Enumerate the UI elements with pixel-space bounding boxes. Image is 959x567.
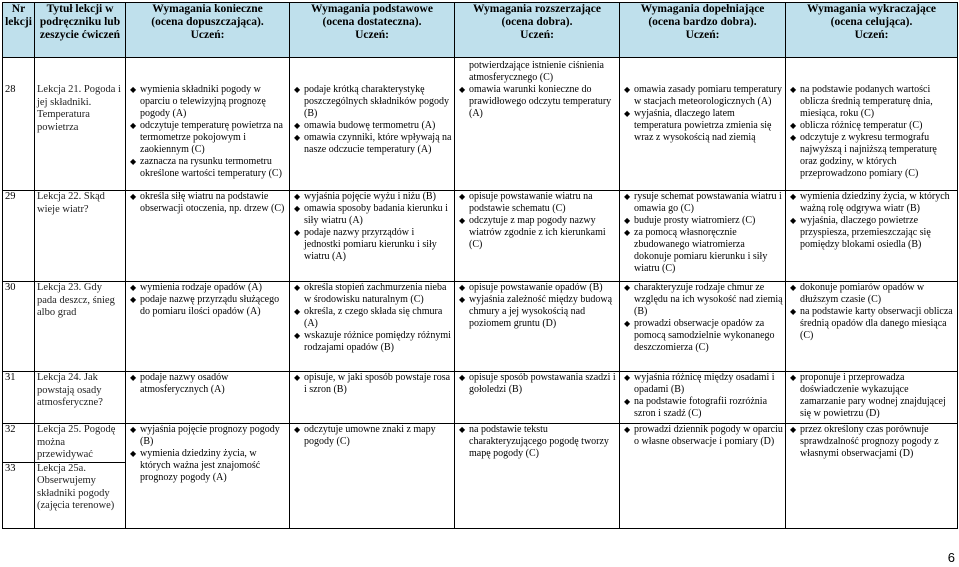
header-konieczne: Wymagania konieczne (ocena dopuszczająca). Uczeń: [126, 3, 290, 58]
bullet-icon: ◆ [459, 295, 466, 304]
lesson-number: 33 [3, 462, 35, 528]
list-item: ◆ określa, z czego składa się chmura (A) [294, 306, 443, 329]
bullet-icon: ◆ [459, 85, 466, 94]
bullet-icon: ◆ [294, 133, 301, 142]
requirements-dopelniajace [620, 191, 786, 282]
bullet-icon: ◆ [790, 192, 797, 201]
lesson-number: 31 [3, 372, 35, 424]
list-item: ◆ opisuje sposób powstawania szadzi i gołoledzi (B) [459, 372, 616, 395]
list-item: ◆ na podstawie podanych wartości oblicza średnią temperaturę dnia, miesiąca, roku (C) [790, 84, 933, 119]
requirements-wykraczajace [786, 58, 958, 191]
header-rozszerzajace: Wymagania rozszerzające (ocena dobra). Uczeń: [455, 3, 620, 58]
bullet-icon: ◆ [294, 192, 301, 201]
bullet-icon: ◆ [294, 228, 301, 237]
requirements-wykraczajace [786, 424, 958, 529]
list-item: ◆ wyjaśnia pojęcie wyżu i niżu (B) [294, 191, 436, 202]
list-item: ◆ wymienia składniki pogody w oparciu o telewizyjną prognozę pogody (A) [130, 84, 266, 119]
continued-text: potwierdzające istnienie ciśnienia atmosferycznego (C) [469, 60, 604, 83]
table-row [3, 282, 958, 372]
lesson-title: Lekcja 24. Jak powstają osady atmosferyczne? [35, 372, 126, 424]
requirements-konieczne [126, 58, 290, 191]
list-item: ◆ podaje nazwy przyrządów i jednostki pomiaru kierunku i siły wiatru (A) [294, 227, 437, 262]
requirements-rozszerzajace [455, 282, 620, 372]
page-number: 6 [947, 550, 955, 565]
requirements-rozszerzajace [455, 372, 620, 424]
list-item: ◆ opisuje, w jaki sposób powstaje rosa i szron (B) [294, 372, 451, 395]
bullet-icon: ◆ [294, 121, 301, 130]
list-item: ◆ proponuje i przeprowadza doświadczenie wykazujące zamarzanie pary wodnej znajdującej się w powietrzu (D) [790, 372, 946, 419]
list-item: ◆ podaje nazwy osadów atmosferycznych (A) [130, 372, 229, 395]
bullet-icon: ◆ [130, 85, 137, 94]
list-item: ◆ na podstawie tekstu charakteryzującego pogodę tworzy mapę pogody (C) [459, 424, 609, 459]
bullet-icon: ◆ [624, 397, 631, 406]
list-item: ◆ prowadzi dziennik pogody w oparciu o własne obserwacje i pomiary (D) [624, 424, 783, 447]
list-item: ◆ omawia sposoby badania kierunku i siły wiatru (A) [294, 203, 448, 226]
header-nr: Nr lekcji [3, 3, 35, 58]
bullet-icon: ◆ [130, 449, 137, 458]
list-item: ◆ odczytuje z map pogody nazwy wiatrów zgodnie z ich kierunkami (C) [459, 215, 606, 250]
bullet-icon: ◆ [624, 85, 631, 94]
header-wykraczajace: Wymagania wykraczające (ocena celująca). Uczeń: [786, 3, 958, 58]
list-item: ◆ wyjaśnia, dlaczego latem temperatura powietrza zmienia się wraz z wysokością nad ziemią [624, 108, 772, 143]
list-item: ◆ za pomocą własnoręcznie zbudowanego wiatromierza dokonuje pomiaru kierunku i siły wiatru (C) [624, 227, 768, 274]
list-item: ◆ podaje krótką charakterystykę poszczególnych składników pogody (B) [294, 84, 449, 119]
requirements-rozszerzajace [455, 58, 620, 191]
list-item: ◆ na podstawie karty obserwacji oblicza średnią opadów dla danego miesiąca (C) [790, 306, 953, 341]
lesson-title: Lekcja 25a. Obserwujemy składniki pogody (zajęcia terenowe) [35, 462, 126, 528]
requirements-konieczne [126, 282, 290, 372]
list-item: ◆ wskazuje różnice pomiędzy różnymi rodzajami opadów (B) [294, 330, 451, 353]
list-item: ◆ określa stopień zachmurzenia nieba w środowisku naturalnym (C) [294, 282, 447, 305]
requirements-wykraczajace [786, 372, 958, 424]
list-item: ◆ opisuje powstawanie wiatru na podstawie schematu (C) [459, 191, 593, 214]
bullet-icon: ◆ [294, 331, 301, 340]
bullet-icon: ◆ [459, 373, 466, 382]
bullet-icon: ◆ [459, 425, 466, 434]
requirements-dopelniajace [620, 58, 786, 191]
bullet-icon: ◆ [294, 425, 301, 434]
bullet-icon: ◆ [459, 283, 466, 292]
list-item: ◆ wyjaśnia zależność między budową chmury a jej wysokością nad poziomem gruntu (D) [459, 294, 613, 329]
bullet-icon: ◆ [294, 283, 301, 292]
bullet-icon: ◆ [790, 283, 797, 292]
list-item: ◆ wyjaśnia różnicę między osadami i opadami (B) [624, 372, 775, 395]
list-item: ◆ omawia warunki konieczne do prawidłowego odczytu temperatury (A) [459, 84, 612, 119]
bullet-icon: ◆ [459, 192, 466, 201]
lesson-title: Lekcja 25. Pogodę można przewidywać [35, 424, 126, 463]
requirements-konieczne [126, 424, 290, 529]
bullet-icon: ◆ [130, 121, 137, 130]
bullet-icon: ◆ [294, 307, 301, 316]
bullet-icon: ◆ [790, 373, 797, 382]
lesson-title: Lekcja 22. Skąd wieje wiatr? [35, 191, 126, 282]
bullet-icon: ◆ [624, 425, 631, 434]
list-item: ◆ omawia czynniki, które wpływają na nasze odczucie temperatury (A) [294, 132, 452, 155]
list-item: ◆ omawia zasady pomiaru temperatury w stacjach meteorologicznych (A) [624, 84, 782, 107]
list-item: ◆ określa siłę wiatru na podstawie obserwacji otoczenia, np. drzew (C) [130, 191, 285, 214]
bullet-icon: ◆ [790, 425, 797, 434]
requirements-podstawowe [290, 191, 455, 282]
list-item: ◆ zaznacza na rysunku termometru określone wartości temperatury (C) [130, 156, 282, 179]
requirements-dopelniajace [620, 282, 786, 372]
bullet-icon: ◆ [624, 192, 631, 201]
list-item: ◆ rysuje schemat powstawania wiatru i omawia go (C) [624, 191, 782, 214]
requirements-rozszerzajace [455, 424, 620, 529]
list-item: ◆ wyjaśnia pojęcie prognozy pogody (B) [130, 424, 280, 447]
bullet-icon: ◆ [130, 425, 137, 434]
header-dopelniajace: Wymagania dopełniające (ocena bardzo dobra). Uczeń: [620, 3, 786, 58]
list-item: ◆ odczytuje temperaturę powietrza na termometrze pokojowym i zaokiennym (C) [130, 120, 283, 155]
list-item: ◆ opisuje powstawanie opadów (B) [459, 282, 603, 293]
bullet-icon: ◆ [624, 109, 631, 118]
lesson-number: 29 [3, 191, 35, 282]
table-row [3, 424, 958, 463]
list-item: ◆ buduje prosty wiatromierz (C) [624, 215, 756, 226]
list-item: ◆ charakteryzuje rodzaje chmur ze względu na ich wysokość nad ziemią (B) [624, 282, 783, 317]
lesson-number: 28 [3, 58, 35, 191]
bullet-icon: ◆ [294, 373, 301, 382]
header-row [3, 3, 958, 58]
lesson-number: 32 [3, 424, 35, 463]
requirements-podstawowe [290, 372, 455, 424]
bullet-icon: ◆ [790, 85, 797, 94]
list-item: ◆ odczytuje umowne znaki z mapy pogody (C) [294, 424, 436, 447]
list-item: ◆ przez określony czas porównuje sprawdzalność prognozy pogody z własnymi obserwacjami (D) [790, 424, 939, 459]
requirements-wykraczajace [786, 191, 958, 282]
bullet-icon: ◆ [130, 373, 137, 382]
list-item: ◆ na podstawie fotografii rozróżnia szron i szadź (C) [624, 396, 768, 419]
header-lesson: Tytuł lekcji w podręczniku lub zeszycie ćwiczeń [35, 3, 126, 58]
list-item: ◆ dokonuje pomiarów opadów w dłuższym czasie (C) [790, 282, 925, 305]
bullet-icon: ◆ [790, 121, 797, 130]
requirements-dopelniajace [620, 424, 786, 529]
lesson-number: 30 [3, 282, 35, 372]
bullet-icon: ◆ [459, 216, 466, 225]
requirements-table [2, 2, 958, 529]
bullet-icon: ◆ [294, 204, 301, 213]
bullet-icon: ◆ [624, 216, 631, 225]
bullet-icon: ◆ [130, 283, 137, 292]
bullet-icon: ◆ [294, 85, 301, 94]
table-row [3, 372, 958, 424]
requirements-rozszerzajace [455, 191, 620, 282]
list-item: ◆ wymienia rodzaje opadów (A) [130, 282, 262, 293]
bullet-icon: ◆ [624, 283, 631, 292]
bullet-icon: ◆ [130, 157, 137, 166]
bullet-icon: ◆ [624, 373, 631, 382]
bullet-icon: ◆ [624, 319, 631, 328]
lesson-title: Lekcja 21. Pogoda i jej składniki. Temperatura powietrza [35, 58, 126, 191]
bullet-icon: ◆ [130, 192, 137, 201]
list-item: ◆ odczytuje z wykresu termografu najwyższą i najniższą temperaturę oraz godziny, w których przeprowadzono pomiary (C) [790, 132, 937, 179]
requirements-konieczne [126, 191, 290, 282]
bullet-icon: ◆ [790, 307, 797, 316]
bullet-icon: ◆ [790, 216, 797, 225]
requirements-wykraczajace [786, 282, 958, 372]
bullet-icon: ◆ [624, 228, 631, 237]
requirements-konieczne [126, 372, 290, 424]
bullet-icon: ◆ [130, 295, 137, 304]
list-item: ◆ oblicza różnicę temperatur (C) [790, 120, 923, 131]
lesson-title: Lekcja 23. Gdy pada deszcz, śnieg albo grad [35, 282, 126, 372]
table-row [3, 191, 958, 282]
header-podstawowe: Wymagania podstawowe (ocena dostateczna). Uczeń: [290, 3, 455, 58]
requirements-podstawowe [290, 424, 455, 529]
requirements-podstawowe [290, 282, 455, 372]
list-item: ◆ wymienia dziedziny życia, w których ważną rolę odgrywa wiatr (B) [790, 191, 950, 214]
list-item: ◆ prowadzi obserwacje opadów za pomocą samodzielnie wykonanego deszczomierza (C) [624, 318, 775, 353]
table-row [3, 58, 958, 191]
list-item: ◆ podaje nazwę przyrządu służącego do pomiaru ilości opadów (A) [130, 294, 280, 317]
list-item: ◆ wymienia dziedziny życia, w których ważna jest znajomość prognozy pogody (A) [130, 448, 261, 483]
bullet-icon: ◆ [790, 133, 797, 142]
list-item: ◆ omawia budowę termometru (A) [294, 120, 436, 131]
requirements-dopelniajace [620, 372, 786, 424]
list-item: ◆ wyjaśnia, dlaczego powietrze przyspiesza, przemieszczając się pomiędzy blokami osiedla (B) [790, 215, 931, 250]
requirements-podstawowe [290, 58, 455, 191]
